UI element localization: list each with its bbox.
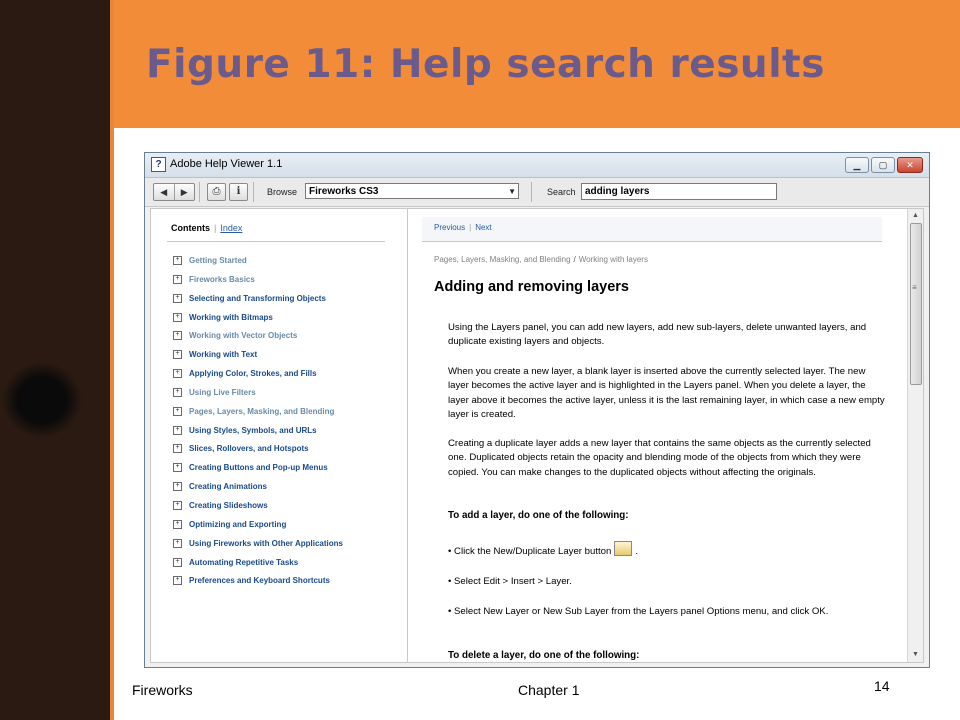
- toc-item-label: Creating Slideshows: [189, 500, 268, 510]
- expand-plus-icon[interactable]: +: [173, 275, 182, 284]
- toc-item[interactable]: [173, 481, 343, 500]
- doc-title: Adding and removing layers: [434, 279, 629, 295]
- divider: [167, 241, 385, 242]
- info-icon[interactable]: i: [229, 183, 248, 201]
- paragraph: Creating a duplicate layer adds a new layer that contains the same objects as the currently selected one. Duplicated objects retain the opacity and blending mode of the objects from which they were copied. You can make changes to the duplicated objects without affecting the originals.: [448, 438, 871, 478]
- new-layer-icon: [614, 541, 632, 556]
- toc-item[interactable]: [173, 462, 343, 481]
- toc-item[interactable]: [173, 387, 343, 406]
- toc-item-label: Automating Repetitive Tasks: [189, 557, 299, 567]
- expand-plus-icon[interactable]: +: [173, 444, 182, 453]
- toc-item-label: Selecting and Transforming Objects: [189, 293, 326, 303]
- scroll-down-icon[interactable]: ▼: [912, 651, 919, 658]
- slide-title: Figure 11: Help search results: [146, 42, 825, 87]
- toolbar: [145, 178, 929, 207]
- expand-plus-icon[interactable]: +: [173, 256, 182, 265]
- toc-item[interactable]: [173, 255, 343, 274]
- nav-buttons: [153, 183, 195, 201]
- expand-plus-icon[interactable]: +: [173, 463, 182, 472]
- toc-item-label: Using Live Filters: [189, 387, 256, 397]
- bullet-end: .: [635, 546, 639, 558]
- page-number: 14: [874, 678, 890, 694]
- forward-icon[interactable]: ▶: [174, 184, 195, 200]
- window-controls: [845, 157, 923, 173]
- vertical-scrollbar[interactable]: [907, 209, 923, 662]
- toc-list: [173, 255, 343, 594]
- content-pane: [408, 209, 907, 662]
- toc-item[interactable]: [173, 519, 343, 538]
- help-app-icon: ?: [151, 157, 166, 172]
- toc-item[interactable]: [173, 575, 343, 594]
- toc-item-label: Using Styles, Symbols, and URLs: [189, 425, 317, 435]
- expand-plus-icon[interactable]: +: [173, 501, 182, 510]
- expand-plus-icon[interactable]: +: [173, 313, 182, 322]
- toc-item-label: Getting Started: [189, 256, 247, 265]
- toolbar-separator: [253, 182, 254, 202]
- toc-item[interactable]: [173, 368, 343, 387]
- toc-item[interactable]: [173, 293, 343, 312]
- footer-center: Chapter 1: [518, 682, 580, 698]
- paragraph: Using the Layers panel, you can add new layers, add new sub-layers, delete unwanted layers, and duplicate existing layers and objects.: [448, 322, 867, 348]
- toc-item[interactable]: [173, 274, 343, 293]
- toc-item[interactable]: [173, 443, 343, 462]
- expand-plus-icon[interactable]: +: [173, 558, 182, 567]
- breadcrumb-item[interactable]: Pages, Layers, Masking, and Blending: [434, 255, 571, 264]
- toc-item-label: Working with Bitmaps: [189, 312, 273, 322]
- search-label: Search: [547, 187, 576, 197]
- chevron-down-icon[interactable]: ▼: [508, 187, 516, 196]
- toc-item-label: Fireworks Basics: [189, 274, 255, 284]
- toc-item[interactable]: [173, 406, 343, 425]
- expand-plus-icon[interactable]: +: [173, 576, 182, 585]
- window-titlebar: [145, 153, 929, 178]
- window-title: Adobe Help Viewer 1.1: [170, 158, 283, 170]
- bullet-item: [448, 544, 888, 559]
- butterfly-photo-strip: [0, 0, 113, 720]
- tab-contents[interactable]: Contents: [171, 223, 210, 233]
- toc-item[interactable]: [173, 538, 343, 557]
- toc-item[interactable]: [173, 330, 343, 349]
- toolbar-separator: [199, 182, 200, 202]
- expand-plus-icon[interactable]: +: [173, 350, 182, 359]
- search-input[interactable]: adding layers: [581, 183, 777, 200]
- bullet-text: • Click the New/Duplicate Layer button: [448, 546, 612, 558]
- toc-item-label: Applying Color, Strokes, and Fills: [189, 369, 317, 379]
- toc-item-label: Working with Vector Objects: [189, 331, 298, 341]
- prev-next-links: Previous | Next: [434, 223, 492, 232]
- tab-index[interactable]: Index: [220, 223, 243, 233]
- maximize-icon[interactable]: ▢: [871, 157, 895, 173]
- toc-item[interactable]: [173, 312, 343, 331]
- toc-item-label: Slices, Rollovers, and Hotspots: [189, 444, 309, 454]
- expand-plus-icon[interactable]: +: [173, 520, 182, 529]
- paragraph: When you create a new layer, a blank layer is inserted above the currently selected layer. The new layer becomes the active layer and is highlighted in the Layers panel. When you delete a layer, the layer above it becomes the active layer, unless it is the last remaining layer, in which case a new empty layer is created.: [448, 366, 885, 420]
- help-viewer-window: [144, 152, 930, 668]
- close-icon[interactable]: ✕: [897, 157, 923, 173]
- back-icon[interactable]: ◀: [160, 187, 168, 197]
- next-link[interactable]: Next: [475, 223, 492, 232]
- expand-plus-icon[interactable]: +: [173, 331, 182, 340]
- contents-tabs: Contents | Index: [171, 223, 243, 233]
- expand-plus-icon[interactable]: +: [173, 539, 182, 548]
- browse-label: Browse: [267, 187, 298, 197]
- expand-plus-icon[interactable]: +: [173, 407, 182, 416]
- toc-item-label: Optimizing and Exporting: [189, 519, 287, 529]
- previous-link[interactable]: Previous: [434, 223, 466, 232]
- scroll-thumb[interactable]: [910, 223, 922, 385]
- toc-item-label: Using Fireworks with Other Applications: [189, 538, 343, 548]
- expand-plus-icon[interactable]: +: [173, 369, 182, 378]
- toc-item-label: Creating Buttons and Pop-up Menus: [189, 463, 328, 473]
- scroll-up-icon[interactable]: ▲: [912, 212, 919, 219]
- section-heading: To delete a layer, do one of the following:: [448, 650, 640, 661]
- breadcrumb-separator: /: [573, 255, 576, 264]
- breadcrumb-item[interactable]: Working with layers: [578, 255, 648, 264]
- browse-select[interactable]: [305, 183, 519, 199]
- contents-pane: [151, 209, 408, 662]
- minimize-icon[interactable]: ▁: [845, 157, 869, 173]
- toc-item[interactable]: [173, 349, 343, 368]
- expand-plus-icon[interactable]: +: [173, 426, 182, 435]
- help-body: [150, 208, 924, 663]
- toc-item[interactable]: [173, 500, 343, 519]
- bullet-item: • Select Edit > Insert > Layer.: [448, 576, 572, 587]
- scroll-grip-icon: ≡: [912, 283, 917, 292]
- toc-item-label: Working with Text: [189, 350, 258, 360]
- toc-item-label: Pages, Layers, Masking, and Blending: [189, 406, 335, 416]
- breadcrumb: [434, 255, 648, 264]
- toc-item-label: Preferences and Keyboard Shortcuts: [189, 576, 330, 586]
- print-icon[interactable]: ⎙: [207, 183, 226, 201]
- toc-item[interactable]: [173, 425, 343, 444]
- footer-left: Fireworks: [132, 682, 193, 698]
- bullet-item: • Select New Layer or New Sub Layer from the Layers panel Options menu, and click OK.: [448, 606, 829, 617]
- expand-plus-icon[interactable]: +: [173, 482, 182, 491]
- toc-item-label: Creating Animations: [189, 482, 267, 492]
- expand-plus-icon[interactable]: +: [173, 388, 182, 397]
- section-heading: To add a layer, do one of the following:: [448, 510, 629, 521]
- toolbar-separator: [531, 182, 532, 202]
- expand-plus-icon[interactable]: +: [173, 294, 182, 303]
- browse-select-value: Fireworks CS3: [309, 186, 379, 197]
- toc-item[interactable]: [173, 557, 343, 576]
